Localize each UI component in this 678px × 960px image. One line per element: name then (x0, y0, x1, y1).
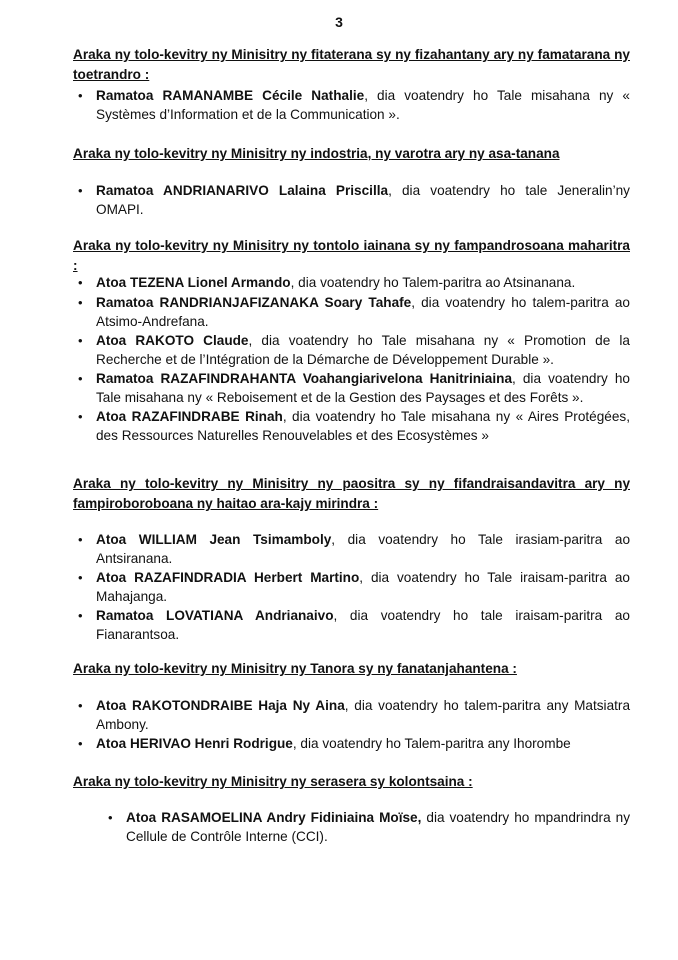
page-number: 3 (335, 14, 343, 30)
appointment-text: , dia voatendry ho Tale misahana ny « Reboisement et de la Gestion des Paysages et des Forêts ». (96, 371, 630, 405)
list-item (78, 181, 630, 219)
list-item (78, 734, 630, 753)
bullet-icon: • (78, 183, 83, 198)
bullet-icon: • (78, 736, 83, 751)
bullet-icon: • (78, 608, 83, 623)
list-item (78, 696, 630, 734)
list-item (108, 808, 630, 846)
section-heading-industry: Araka ny tolo-kevitry ny Minisitry ny indostria, ny varotra ary ny asa-tanana (73, 146, 560, 161)
appointment-text: , dia voatendry ho Tale misahana ny « Aires Protégées, des Ressources Naturelles Renouvelables et des Ecosystèmes » (96, 409, 630, 443)
appointment-text: , dia voatendry ho Tale irasiam-paritra ao Antsiranana. (96, 532, 631, 566)
bullet-icon: • (78, 88, 83, 103)
list-item (78, 568, 630, 606)
appointee-name: Atoa RAKOTO Claude (96, 333, 249, 348)
appointment-text: , dia voatendry ho Talem-paritra any Ihorombe (292, 736, 571, 751)
section-heading-communication: Araka ny tolo-kevitry ny Minisitry ny serasera sy kolontsaina : (73, 774, 473, 789)
section-heading-transport: Araka ny tolo-kevitry ny Minisitry ny fitaterana sy ny fizahantany ary ny famatarana ny toetrandro : (73, 47, 630, 82)
bullet-icon: • (78, 698, 83, 713)
list-item (78, 606, 630, 644)
list-item (78, 273, 630, 292)
bullet-icon: • (108, 810, 113, 825)
appointee-name: Atoa RASAMOELINA Andry Fidiniaina Moïse, (126, 810, 422, 825)
appointee-name: Atoa RAZAFINDRABE Rinah (96, 409, 283, 424)
list-item (78, 369, 630, 407)
bullet-icon: • (78, 409, 83, 424)
section-heading-posts: Araka ny tolo-kevitry ny Minisitry ny paositra sy ny fifandraisandavitra ary ny fampiroboroboana ny haitao ara-kajy mirindra : (73, 476, 630, 511)
appointment-text: , dia voatendry ho tale Jeneralin’ny OMAPI. (96, 183, 630, 217)
appointment-text: , dia voatendry ho Tale iraisam-paritra ao Mahajanga. (96, 570, 630, 604)
list-item (78, 293, 630, 331)
appointee-name: Ramatoa RAZAFINDRAHANTA Voahangiarivelona Hanitriniaina (96, 371, 513, 386)
appointee-name: Atoa WILLIAM Jean Tsimamboly (96, 532, 332, 547)
list-item (78, 407, 630, 445)
bullet-icon: • (78, 532, 83, 547)
bullet-icon: • (78, 275, 83, 290)
appointee-name: Ramatoa RAMANAMBE Cécile Nathalie (96, 88, 365, 103)
appointment-text: dia voatendry ho mpandrindra ny Cellule de Contrôle Interne (CCI). (126, 810, 630, 844)
section-heading-environment: Araka ny tolo-kevitry ny Minisitry ny tontolo iainana sy ny fampandrosoana maharitra : (73, 238, 630, 273)
bullet-icon: • (78, 570, 83, 585)
appointment-text: , dia voatendry ho talem-paritra any Matsiatra Ambony. (96, 698, 630, 732)
appointee-name: Atoa TEZENA Lionel Armando (96, 275, 291, 290)
list-item (78, 86, 630, 124)
appointee-name: Ramatoa RANDRIANJAFIZANAKA Soary Tahafe (96, 295, 412, 310)
appointment-text: , dia voatendry ho Tale misahana ny « Promotion de la Recherche et de l’Intégration de la Démarche de Développement Durable ». (96, 333, 630, 367)
appointee-name: Atoa RAZAFINDRADIA Herbert Martino (96, 570, 360, 585)
bullet-icon: • (78, 295, 83, 310)
appointee-name: Atoa HERIVAO Henri Rodrigue (96, 736, 293, 751)
appointment-text: , dia voatendry ho talem-paritra ao Atsimo-Andrefana. (96, 295, 630, 329)
appointment-text: , dia voatendry ho tale iraisam-paritra ao Fianarantsoa. (96, 608, 630, 642)
bullet-icon: • (78, 371, 83, 386)
section-heading-youth: Araka ny tolo-kevitry ny Minisitry ny Tanora sy ny fanatanjahantena : (73, 661, 517, 676)
appointment-text: , dia voatendry ho Talem-paritra ao Atsinanana. (290, 275, 576, 290)
bullet-icon: • (78, 333, 83, 348)
appointee-name: Ramatoa ANDRIANARIVO Lalaina Priscilla (96, 183, 389, 198)
appointee-name: Ramatoa LOVATIANA Andrianaivo (96, 608, 334, 623)
appointee-name: Atoa RAKOTONDRAIBE Haja Ny Aina (96, 698, 345, 713)
list-item (78, 530, 631, 568)
appointment-text: , dia voatendry ho Tale misahana ny « Systèmes d’Information et de la Communication ». (96, 88, 630, 122)
list-item (78, 331, 630, 369)
